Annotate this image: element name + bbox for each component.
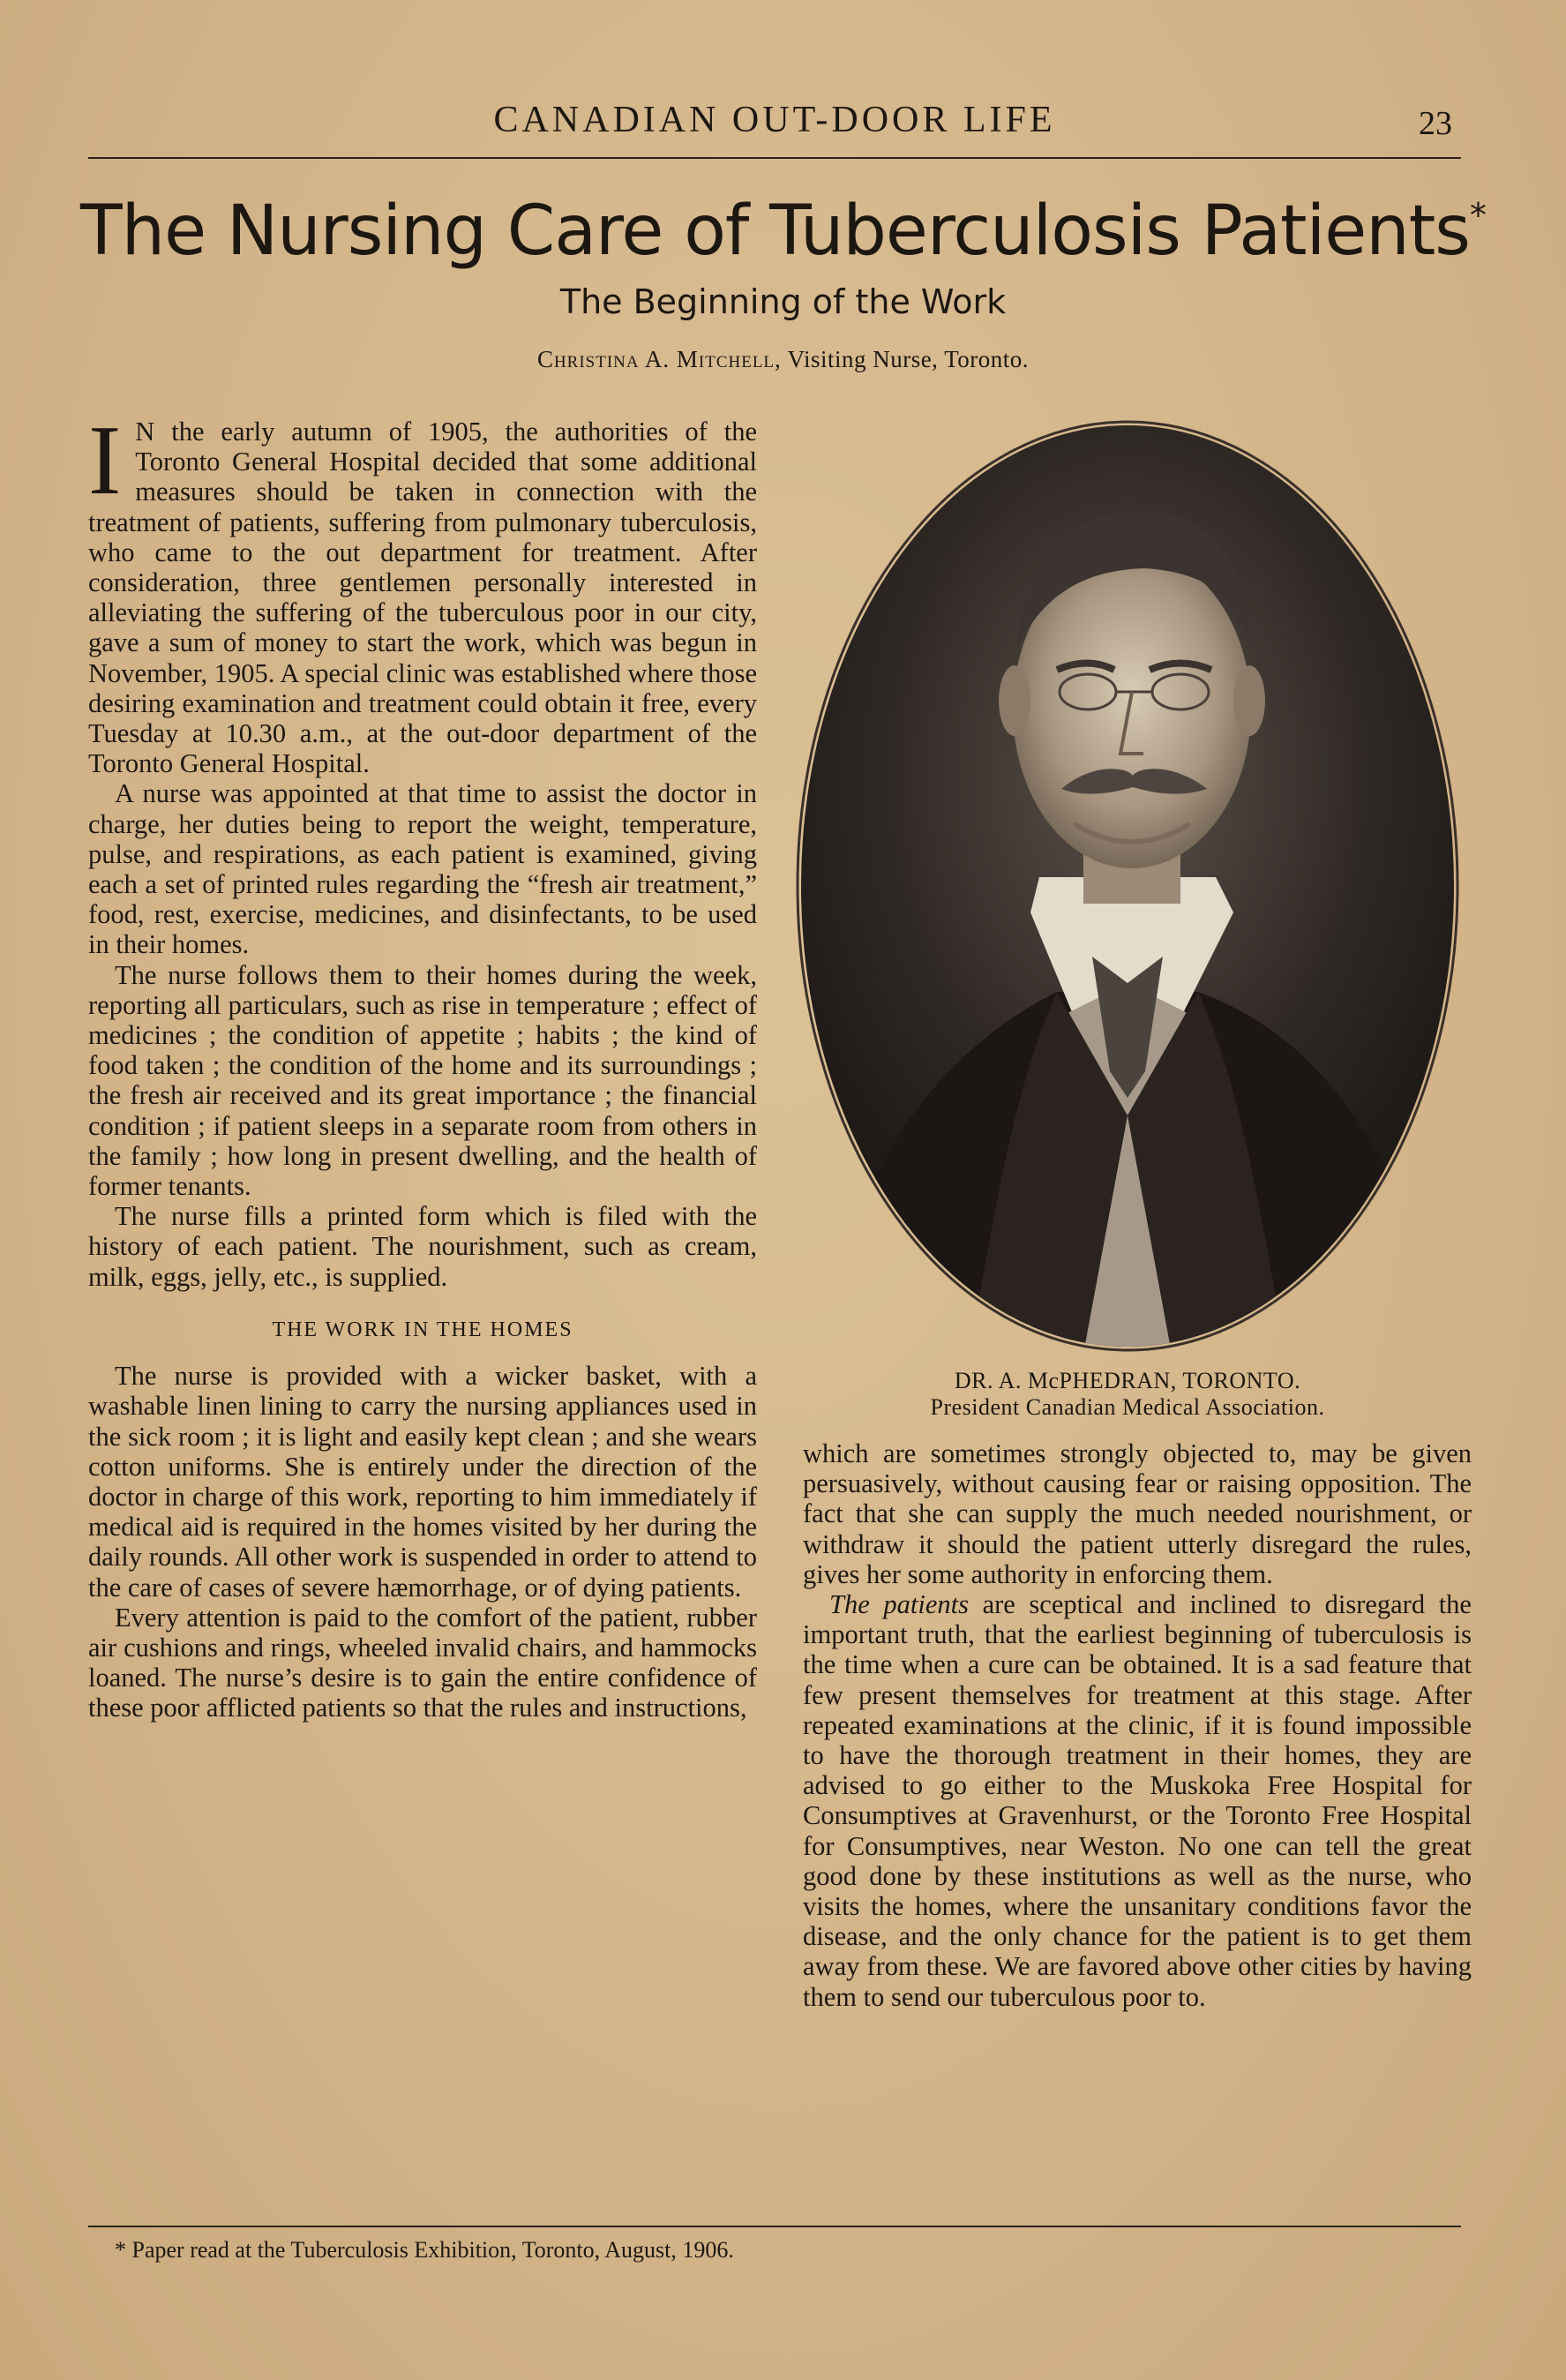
header-rule: [88, 157, 1461, 159]
paragraph: The nurse follows them to their homes during the week, reporting all particulars, such as rise in temperature ; effect of medicines ; the condition of appetite ; habits ; the kind of food taken ; the condition of the home and its surroundings ; the fresh air received and its great importance ; the financial condition ; if patient sleeps in a separate room from others in the family ; how long in present dwelling, and the health of former tenants.: [88, 959, 757, 1202]
portrait-caption: [792, 1368, 1463, 1421]
footnote: * Paper read at the Tuberculosis Exhibition, Toronto, August, 1906.: [115, 2237, 734, 2263]
drop-cap: I: [88, 406, 122, 515]
author-role: Visiting Nurse, Toronto.: [787, 346, 1030, 372]
paragraph: [88, 406, 757, 779]
paragraph: [803, 1589, 1472, 2012]
paragraph: Every attention is paid to the comfort of the patient, rubber air cushions and rings, wheeled invalid chairs, and hammocks loaned. The nurse’s desire is to gain the entire confidence of these poor afflicted patients so that the rules and instructions,: [88, 1602, 757, 1723]
byline: [0, 346, 1566, 373]
journal-name: CANADIAN OUT-DOOR LIFE: [493, 100, 1056, 140]
footnote-rule: [88, 2226, 1461, 2227]
article-title: [53, 191, 1513, 271]
paragraph: The nurse fills a printed form which is filed with the history of each patient. The nourishment, such as cream, milk, eggs, jelly, etc., is supplied.: [88, 1201, 757, 1292]
paragraph-text: are sceptical and inclined to disregard the important truth, that the earliest beginning of tuberculosis is the time when a cure can be obtained. It is a sad feature that few present themselves for treatment at this stage. After repeated examinations at the clinic, if it is found impossible to have the thorough treatment in their homes, they are advised to go either to the Muskoka Free Hospital for Consumptives at Gravenhurst, or the Toronto Free Hospital for Consumptives, near Weston. No one can tell the great good done by these institutions as well as the nurse, who visits the homes, where the unsanitary conditions favor the disease, and the only chance for the patient is to get them away from these. We are favored above other cities by having them to send our tuberculous poor to.: [803, 1589, 1472, 2012]
portrait-photo: [792, 418, 1463, 1354]
article-subtitle: The Beginning of the Work: [559, 282, 1007, 321]
left-column: [88, 406, 757, 1723]
author-name: Christina A. Mitchell,: [536, 346, 782, 372]
caption-name: DR. A. McPHEDRAN, TORONTO.: [954, 1368, 1301, 1393]
paragraph-lead: The patients: [829, 1589, 969, 1620]
page-number: 23: [1419, 105, 1452, 142]
paragraph-text: N the early autumn of 1905, the authorities of the Toronto General Hospital decided that some additional measures should be taken in connection with the treatment of patients, suffering from pulmonary tuberculosis, who came to the out department for treatment. After consideration, three gentlemen personally interested in alleviating the suffering of the tuberculous poor in our city, gave a sum of money to start the work, which was begun in November, 1905. A special clinic was established where those desiring examination and treatment could obtain it free, every Tuesday at 10.30 a.m., at the out-door department of the Toronto General Hospital.: [88, 417, 757, 779]
caption-title: President Canadian Medical Association.: [930, 1394, 1325, 1420]
paragraph: A nurse was appointed at that time to assist the doctor in charge, her duties being to report the weight, temperature, pulse, and respirations, as each patient is examined, giving each a set of printed rules regarding the “fresh air treatment,” food, rest, exercise, medicines, and disinfectants, to be used in their homes.: [88, 778, 757, 960]
paragraph: The nurse is provided with a wicker basket, with a washable linen lining to carry the nursing appliances used in the sick room ; it is light and easily kept clean ; and she wears cotton uniforms. She is entirely under the direction of the doctor in charge of this work, reporting to him immediately if medical aid is required in the homes visited by her during the daily rounds. All other work is suspended in order to attend to the care of cases of severe hæmorrhage, or of dying patients.: [88, 1361, 757, 1603]
article-title-text: The Nursing Care of Tuberculosis Patients: [80, 191, 1470, 271]
portrait-image: [792, 418, 1463, 1354]
footnote-marker: *: [1469, 196, 1486, 235]
paragraph: which are sometimes strongly objected to, may be given persuasively, without causing fear or raising opposition. The fact that she can supply the much needed nourishment, or withdraw it should the patient utterly disregard the rules, gives her some authority in enforcing them.: [803, 1438, 1472, 1589]
right-column: [803, 1438, 1472, 2012]
running-head: [88, 99, 1461, 143]
section-heading: THE WORK IN THE HOMES: [272, 1318, 573, 1341]
